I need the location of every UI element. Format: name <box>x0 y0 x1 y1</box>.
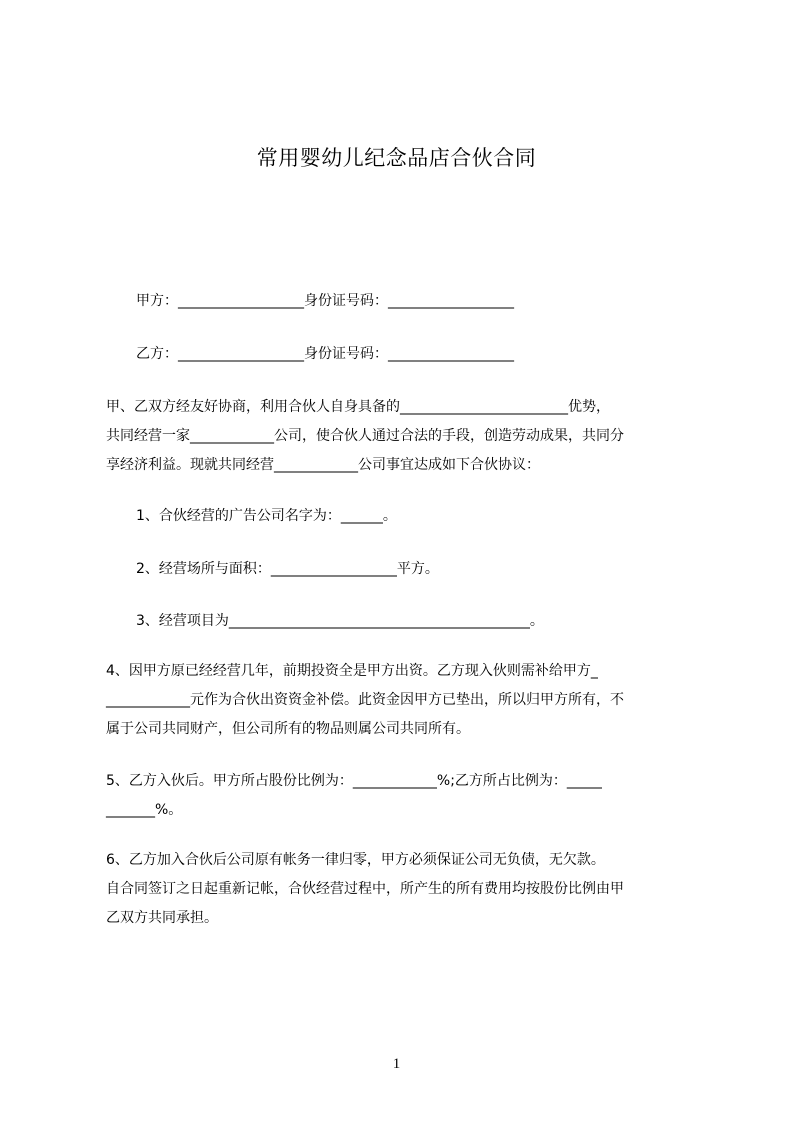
clause-4-line-1: 4、因甲方原已经经营几年，前期投资全是甲方出资。乙方现入伙则需补给甲方_ <box>106 663 598 679</box>
intro-paragraph <box>106 393 706 480</box>
clause-6-line-2: 自合同签订之日起重新记帐，合伙经营过程中，所产生的所有费用均按股份比例由甲 <box>106 881 624 897</box>
clause-1: 1、合伙经营的广告公司名字为：______。 <box>136 508 397 524</box>
clause-5-line-1: 5、乙方入伙后。甲方所占股份比例为：____________%;乙方所占比例为：_____ <box>106 773 602 789</box>
clause-2: 2、经营场所与面积：__________________平方。 <box>136 561 439 577</box>
clause-6-line-3: 乙双方共同承担。 <box>106 910 218 926</box>
clause-3: 3、经营项目为___________________________________________。 <box>136 613 544 629</box>
clause-4-line-2: ____________元作为合伙出资资金补偿。此资金因甲方已垫出，所以归甲方所有，不 <box>106 692 624 708</box>
intro-line-1: 甲、乙双方经友好协商，利用合伙人自身具备的________________________优势， <box>106 399 610 415</box>
clause-4-paragraph <box>106 657 706 744</box>
document-title: 常用婴幼儿纪念品店合伙合同 <box>256 146 537 170</box>
intro-line-3: 享经济利益。现就共同经营____________公司事宜达成如下合伙协议： <box>106 457 540 473</box>
clause-4-line-3: 属于公司共同财产，但公司所有的物品则属公司共同所有。 <box>106 721 470 737</box>
clause-6-paragraph <box>106 846 706 933</box>
clause-6-line-1: 6、乙方加入合伙后公司原有帐务一律归零，甲方必须保证公司无负债，无欠款。 <box>106 852 605 868</box>
clause-5-paragraph <box>106 767 706 825</box>
clause-5-line-2: _______%。 <box>106 802 183 818</box>
page-number: 1 <box>392 1056 401 1072</box>
intro-line-2: 共同经营一家____________公司，使合伙人通过合法的手段，创造劳动成果，共同分 <box>106 428 624 444</box>
party-b-line: 乙方：__________________身份证号码：__________________ <box>136 346 514 362</box>
party-a-line: 甲方：__________________身份证号码：__________________ <box>136 293 514 309</box>
